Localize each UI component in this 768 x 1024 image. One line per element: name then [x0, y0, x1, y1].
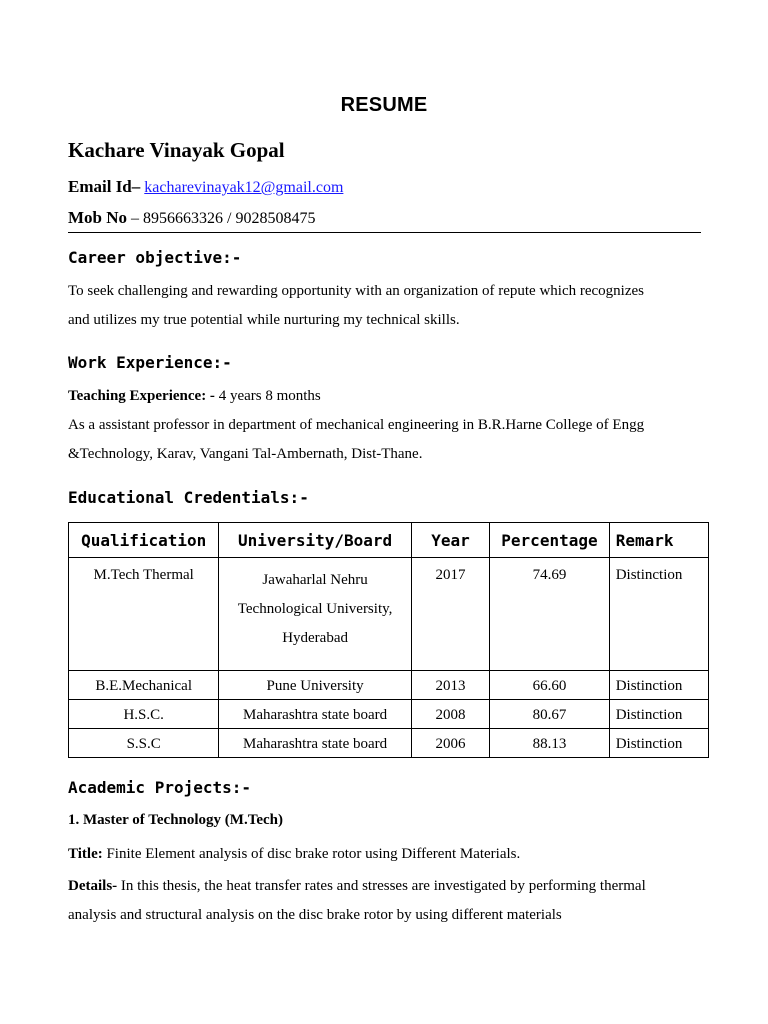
project-details-text: In this thesis, the heat transfer rates and stresses are investigated by performing thermal — [117, 878, 646, 894]
career-objective-line-2: and utilizes my true potential while nurturing my technical skills. — [68, 312, 460, 328]
mobile-line — [68, 208, 315, 228]
university-line: Jawaharlal Nehru — [262, 572, 368, 588]
university-cell: Pune University — [219, 671, 411, 700]
project-1-heading: 1. Master of Technology (M.Tech) — [68, 812, 283, 828]
qualification-cell: H.S.C. — [69, 700, 219, 729]
year-cell: 2013 — [411, 671, 489, 700]
project-1-title — [68, 812, 283, 829]
percentage-cell: 80.67 — [490, 700, 610, 729]
column-header-university: University/Board — [219, 523, 411, 558]
candidate-name: Kachare Vinayak Gopal — [68, 138, 285, 162]
work-description-line-1: As a assistant professor in department of mechanical engineering in B.R.Harne College of Engg — [68, 417, 645, 433]
table-row — [69, 700, 709, 729]
remark-cell: Distinction — [609, 671, 708, 700]
qualification-cell: M.Tech Thermal — [69, 558, 219, 671]
teaching-experience-line — [68, 388, 321, 405]
project-details-line-2: analysis and structural analysis on the disc brake rotor by using different materials — [68, 907, 562, 923]
mobile-separator: – — [127, 210, 144, 227]
project-title-value: Finite Element analysis of disc brake rotor using Different Materials. — [102, 846, 521, 862]
email-line — [68, 177, 343, 197]
email-label: Email Id– — [68, 177, 141, 196]
mobile-label: Mob No — [68, 208, 128, 227]
work-description-line-2: &Technology, Karav, Vangani Tal-Ambernath, Dist-Thane. — [68, 446, 423, 462]
qualification-cell: B.E.Mechanical — [69, 671, 219, 700]
percentage-cell: 74.69 — [490, 558, 610, 671]
project-title-line — [68, 846, 520, 863]
teaching-experience-label: Teaching Experience: - — [68, 388, 219, 404]
column-header-remark: Remark — [609, 523, 708, 558]
resume-title: RESUME — [340, 94, 428, 116]
university-line: Technological University, — [237, 601, 393, 617]
qualification-cell: S.S.C — [69, 729, 219, 758]
column-header-year: Year — [411, 523, 489, 558]
remark-cell: Distinction — [609, 558, 708, 671]
project-title-label: Title: — [68, 846, 103, 862]
remark-cell: Distinction — [609, 700, 708, 729]
university-cell: Maharashtra state board — [219, 729, 411, 758]
year-cell: 2008 — [411, 700, 489, 729]
university-cell — [219, 558, 411, 671]
teaching-experience-value: 4 years 8 months — [218, 388, 321, 404]
project-details-label: Details- — [68, 878, 118, 894]
university-line: Hyderabad — [282, 630, 348, 646]
education-table-header — [69, 523, 709, 558]
year-cell: 2017 — [411, 558, 489, 671]
remark-cell: Distinction — [609, 729, 708, 758]
educational-credentials-heading: Educational Credentials:- — [68, 488, 309, 507]
project-details-line-1 — [68, 878, 646, 895]
table-row — [69, 729, 709, 758]
column-header-qualification: Qualification — [69, 523, 219, 558]
academic-projects-heading: Academic Projects:- — [68, 778, 252, 797]
email-link[interactable]: kacharevinayak12@gmail.com — [144, 179, 344, 196]
mobile-numbers: 8956663326 / 9028508475 — [143, 210, 316, 227]
percentage-cell: 88.13 — [490, 729, 610, 758]
table-row — [69, 671, 709, 700]
year-cell: 2006 — [411, 729, 489, 758]
career-objective-heading: Career objective:- — [68, 248, 242, 267]
university-cell: Maharashtra state board — [219, 700, 411, 729]
column-header-percentage: Percentage — [490, 523, 610, 558]
table-row — [69, 558, 709, 671]
education-table — [68, 522, 709, 758]
percentage-cell: 66.60 — [490, 671, 610, 700]
career-objective-line-1: To seek challenging and rewarding opportunity with an organization of repute which recognizes — [68, 283, 644, 299]
header-divider — [68, 232, 701, 233]
work-experience-heading: Work Experience:- — [68, 353, 232, 372]
